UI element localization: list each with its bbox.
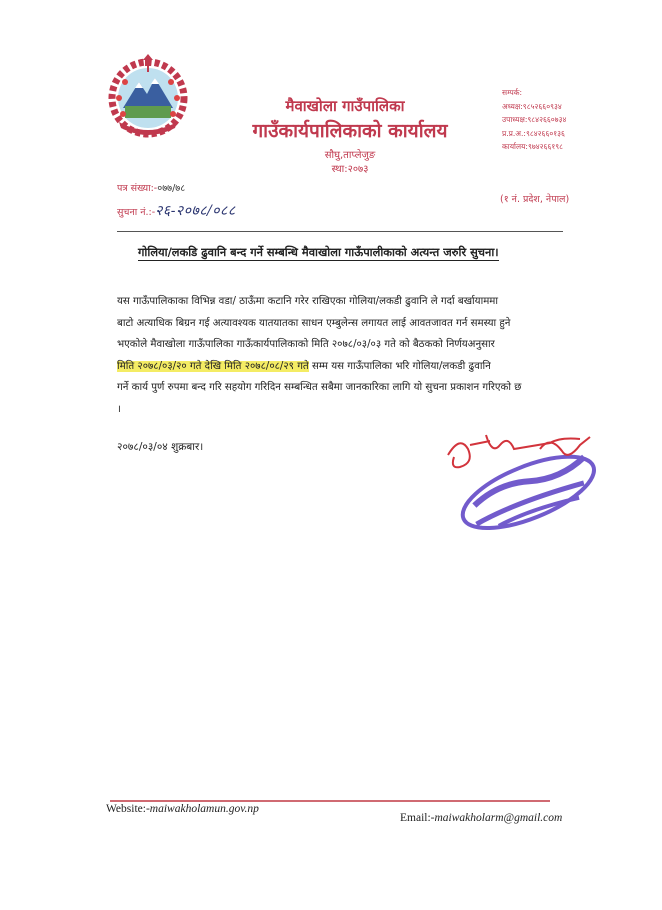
notice-title	[138, 245, 568, 260]
contact-line: उपाध्यक्ष:९८४२६६०७३४	[502, 115, 567, 124]
office-address: सौघु,ताप्लेजुङ	[324, 150, 376, 161]
body-line: भएकोले मैवाखोला गाऊँपालिका गाऊँकार्यपालिकाको मिति २०७८/०३/०३ गते को बैठकको निर्णयअनुसार	[117, 339, 495, 350]
notice-number-value: २६-२०७८/०८८	[155, 203, 236, 219]
email-link[interactable]: maiwakholarm@gmail.com	[434, 812, 563, 824]
body-line: बाटो अत्याधिक बिग्रन गई अत्यावश्यक यातयातका साधन एम्बुलेन्स लगायत लाई आवतजावत गर्न समस्या हुने	[117, 317, 511, 329]
established-year: स्था:२०७३	[331, 164, 369, 175]
municipality-name: मैवाखोला गाउँपालिका	[285, 97, 405, 115]
header-divider	[117, 231, 563, 232]
office-name: गाउँकार्यपालिकाको कार्यालय	[252, 120, 448, 142]
notice-body	[117, 291, 563, 420]
footer-email	[400, 812, 562, 824]
nepal-emblem-icon	[105, 52, 191, 138]
notice-title-text: गोलिया/लकडि ढुवानि बन्द गर्ने सम्बन्धि मैवाखोला गाऊँपालीकाको अत्यन्त जरुरि सुचना।	[138, 245, 499, 259]
body-line-rest: सम्म यस गाऊँपालिका भरि गोलिया/लकडी ढुवानि	[308, 360, 491, 372]
notice-date: २०७८/०३/०४ शुक्रबार।	[117, 441, 204, 453]
notice-number-label: सुचना नं.:-	[117, 207, 156, 218]
body-line: ।	[117, 403, 121, 415]
contact-block	[502, 86, 612, 154]
contact-line: प्र.प्र.अ.:९८४२६६०१३६	[502, 128, 565, 138]
province-label: (१ नं. प्रदेश, नेपाल)	[500, 194, 570, 205]
contact-line: अध्यक्ष:९८५२६६०९३४	[502, 101, 562, 111]
contact-line: सम्पर्क:	[502, 88, 523, 97]
footer-website	[106, 803, 259, 815]
letter-number	[117, 181, 185, 194]
notice-number	[117, 201, 236, 220]
letter-number-label: पत्र संख्या:-	[117, 183, 158, 194]
body-line: गर्ने कार्य पुर्ण रुपमा बन्द गरि सहयोग गरिदिन सम्बन्धित सबैमा जानकारिका लागि यो सुचना प्रकाशन गरिएको छ	[117, 382, 522, 393]
footer-divider	[110, 800, 550, 802]
contact-line: कार्यालय:९७४२६६१९८	[502, 142, 564, 151]
letter-number-value: ०७७/७८	[157, 183, 186, 194]
website-link[interactable]: maiwakholamun.gov.np	[149, 803, 259, 815]
body-line: यस गाऊँपालिकाका विभिन्न वडा/ ठाऊँमा कटानि गरेर राखिएका गोलिया/लकडी ढुवानि ले गर्दा बर्खायाममा	[117, 296, 499, 307]
website-label: Website:-	[106, 803, 150, 815]
email-label: Email:-	[400, 812, 435, 824]
signature-stamp-icon	[430, 415, 610, 545]
body-line	[117, 356, 563, 378]
highlighted-date-range: मिति २०७८/०३/२० गते देखि मिति २०७८/०८/२९ गते	[117, 360, 309, 372]
